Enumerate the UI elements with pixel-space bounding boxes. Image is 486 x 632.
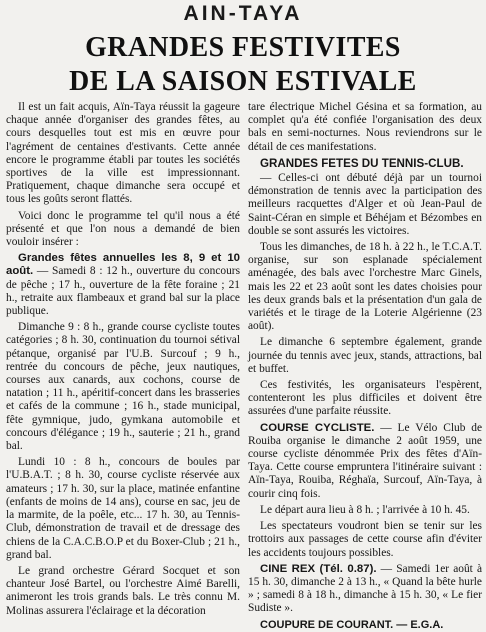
saturday-schedule: — Samedi 8 : 12 h., ouverture du concours de pêche ; 17 h., ouverture de la fête foraine ; 21 h., retraite aux flambeaux et grand bal sur la place publique. bbox=[6, 265, 240, 318]
cinema-schedule: — Samedi 1er août à 15 h. 30, dimanche 2 à 13 h., « Quand la bête hurle » ; samedi 8 à 18 h., dimanche à 15 h. 30, « Le fier Sudiste ». bbox=[248, 562, 482, 615]
left-column bbox=[6, 101, 240, 621]
power-cut-heading: COUPURE DE COURANT. — E.G.A. bbox=[260, 618, 444, 631]
right-column bbox=[248, 101, 483, 631]
cycling-race-details: — Le Vélo Club de Rouiba organise le dimanche 2 août 1959, une course cycliste dénommée Prix des fêtes d'Aïn-Taya. Cette course empruntera l'itinéraire suivant : Aïn-Taya, Rouiba, Réghaïa, Surcouf, Aïn-Taya, à courir cinq fois. bbox=[248, 421, 483, 500]
cycling-race-lead: COURSE CYCLISTE. bbox=[260, 421, 375, 434]
paragraph-program-intro: Voici donc le programme tel qu'il nous a été présenté et que l'on nous a demandé de bien vouloir insérer : bbox=[6, 209, 240, 249]
paragraph-monday: Lundi 10 : 8 h., concours de boules par l'U.B.A.T. ; 8 h. 30, course cycliste réservée aux amateurs ; 17 h. 30, sur la place, matinée enfantine (enfants de moins de 14 ans), course en sac, jeu de la marmite, de la poêle, etc... 17 h. 30, au Tennis-Club, démonstration de travail et de dressage des chiens de la C.A.C.B.O.P et du Boxer-Club ; 21 h., grand bal. bbox=[6, 456, 240, 561]
paragraph-continuation: tare électrique Michel Gésina et sa formation, au complet qu'a été confiée l'organisation des deux bals en semi-nocturnes. Nous reviendrons sur le détail de ces manifestations. bbox=[248, 101, 482, 153]
paragraph-tennis-september: Le dimanche 6 septembre également, grande journée du tennis avec jeux, stands, attractions, bal et buffet. bbox=[248, 336, 482, 375]
paragraph-cycling-race bbox=[248, 422, 482, 501]
paragraph-tennis-sundays: Tous les dimanches, de 18 h. à 22 h., le T.C.A.T. organise, sur son esplanade spécialement aménagée, des bals avec l'orchestre Marc Ginels, mais les 22 et 23 août sont les dates choisies pour les deux grands bals et la présentation d'un gala de variétés et le tirage de la Loterie Algérienne (23 août). bbox=[248, 241, 482, 333]
paragraph-race-times: Le départ aura lieu à 8 h. ; l'arrivée à 10 h. 45. bbox=[260, 503, 470, 516]
paragraph-orchestras: Le grand orchestre Gérard Socquet et son chanteur José Bartel, ou l'orchestre Aimé Barelli, animeront les trois grands bals. Le très connu M. Molinas assurera l'éclairage et la décoration bbox=[6, 564, 240, 617]
paragraph-tennis-tournament: — Celles-ci ont débuté déjà par un tournoi démonstration de tennis avec la participation des meilleurs racquettes d'Alger et où Jean-Paul de Saint-Céran en simple et Béhéjam et Bézombes en double se sont assurés les victoires. bbox=[248, 172, 482, 237]
headline-line-2: DE LA SAISON ESTIVALE bbox=[69, 65, 417, 97]
article-kicker: AIN-TAYA bbox=[183, 2, 303, 25]
cinema-lead: CINE REX (Tél. 0.87). bbox=[260, 562, 377, 575]
festival-dates-lead: Grandes fêtes annuelles les 8, 9 et 10 août. bbox=[6, 252, 240, 278]
paragraph-spectators: Les spectateurs voudront bien se tenir sur les trottoirs aux passages de cette course afin d'éviter les accidents toujours possibles. bbox=[248, 520, 482, 559]
paragraph-intro: Il est un fait acquis, Aïn-Taya réussit la gageure chaque année d'organiser des grandes fêtes, au cours desquelles tout est mis en œuvre pour l'agrément de centaines d'estivants. Cette année encore le programme établi par toutes les sociétés sportives de la ville est impressionnant. Pratiquement, chaque dimanche sera occupé et tous les goûts seront flattés. bbox=[6, 101, 240, 206]
subheading-tennis-club: GRANDES FETES DU TENNIS-CLUB. bbox=[260, 156, 464, 170]
paragraph-sunday: Dimanche 9 : 8 h., grande course cycliste toutes catégories ; 8 h. 30, continuation du tournoi sétival pétanque, organisé par l'U.B. Surcouf ; 9 h., rentrée du concours de pêche, jeux nautiques, courses aux canards, aux cochons, course de natation ; 11 h., apéritif-concert dans les brasseries et cafés de la commune ; 16 h., stade municipal, fête gymnique, judo, gymkana automobile et concours d'élégance ; 19 h., sauterie ; 21 h., grand bal. bbox=[6, 321, 240, 453]
paragraph-cinema bbox=[248, 563, 482, 616]
paragraph-saturday bbox=[6, 252, 240, 318]
paragraph-organisers: Ces festivités, les organisateurs l'espèrent, contenteront les plus difficiles et doivent être assurées d'une parfaite réussite. bbox=[248, 379, 482, 418]
headline-line-1: GRANDES FESTIVITES bbox=[85, 31, 401, 63]
